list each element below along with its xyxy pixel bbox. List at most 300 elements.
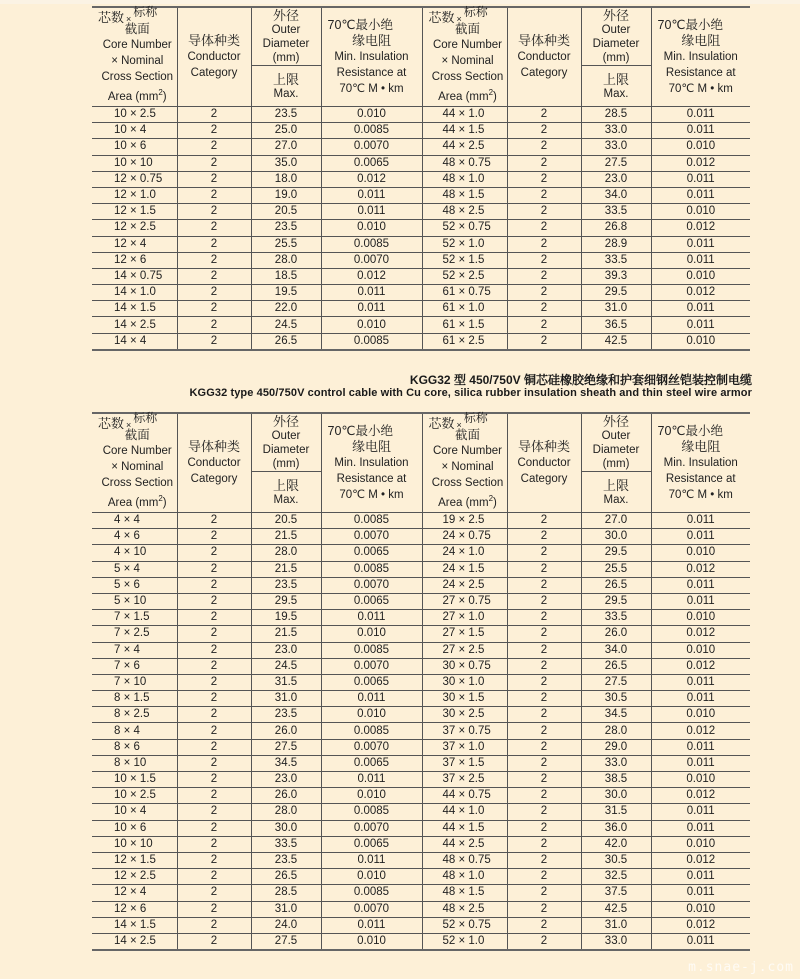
cell-core-size: 10 × 1.5 — [92, 772, 177, 788]
cell-insulation-resistance: 0.0070 — [321, 658, 422, 674]
cell-core-size: 12 × 0.75 — [92, 171, 177, 187]
cell-outer-diameter-max: 28.0 — [251, 545, 321, 561]
cell-insulation-resistance: 0.011 — [651, 513, 750, 529]
cell-insulation-resistance: 0.012 — [651, 788, 750, 804]
cell-insulation-resistance: 0.0065 — [321, 155, 422, 171]
table-row — [92, 788, 750, 804]
cell-core-size: 30 × 0.75 — [422, 658, 507, 674]
table-row — [92, 642, 750, 658]
cell-conductor-category: 2 — [177, 901, 251, 917]
cell-core-size: 44 × 1.0 — [422, 804, 507, 820]
cell-insulation-resistance: 0.010 — [651, 139, 750, 155]
cell-core-size: 48 × 1.5 — [422, 187, 507, 203]
table-row — [92, 317, 750, 333]
cell-insulation-resistance: 0.011 — [321, 204, 422, 220]
table-row — [92, 139, 750, 155]
cell-conductor-category: 2 — [507, 220, 581, 236]
cell-insulation-resistance: 0.0085 — [321, 236, 422, 252]
cell-insulation-resistance: 0.010 — [651, 836, 750, 852]
table-row — [92, 593, 750, 609]
cell-insulation-resistance: 0.010 — [651, 642, 750, 658]
cell-outer-diameter-max: 27.5 — [251, 933, 321, 950]
cell-insulation-resistance: 0.010 — [651, 610, 750, 626]
table-row — [92, 285, 750, 301]
cell-conductor-category: 2 — [507, 529, 581, 545]
header-outer-diameter: 外径 Outer Diameter (mm) — [581, 413, 651, 472]
table-row — [92, 691, 750, 707]
cell-core-size: 4 × 6 — [92, 529, 177, 545]
cell-conductor-category: 2 — [177, 139, 251, 155]
cell-outer-diameter-max: 29.5 — [251, 593, 321, 609]
cell-conductor-category: 2 — [177, 739, 251, 755]
cell-core-size: 52 × 1.5 — [422, 252, 507, 268]
cell-conductor-category: 2 — [507, 236, 581, 252]
cell-insulation-resistance: 0.012 — [651, 561, 750, 577]
cell-conductor-category: 2 — [507, 626, 581, 642]
cell-outer-diameter-max: 24.5 — [251, 658, 321, 674]
cell-insulation-resistance: 0.011 — [651, 691, 750, 707]
cell-outer-diameter-max: 31.5 — [251, 674, 321, 690]
cell-outer-diameter-max: 19.5 — [251, 285, 321, 301]
cell-core-size: 48 × 1.5 — [422, 885, 507, 901]
cell-insulation-resistance: 0.0065 — [321, 674, 422, 690]
cell-core-size: 5 × 4 — [92, 561, 177, 577]
cell-core-size: 48 × 0.75 — [422, 155, 507, 171]
cell-conductor-category: 2 — [177, 642, 251, 658]
cell-insulation-resistance: 0.012 — [651, 658, 750, 674]
cell-insulation-resistance: 0.0085 — [321, 885, 422, 901]
cell-conductor-category: 2 — [177, 788, 251, 804]
cell-conductor-category: 2 — [507, 642, 581, 658]
cell-outer-diameter-max: 19.5 — [251, 610, 321, 626]
table-row — [92, 820, 750, 836]
header-max: 上限 Max. — [581, 472, 651, 513]
cell-insulation-resistance: 0.011 — [651, 123, 750, 139]
cell-insulation-resistance: 0.010 — [651, 268, 750, 284]
cell-insulation-resistance: 0.0085 — [321, 333, 422, 350]
cell-core-size: 44 × 2.5 — [422, 139, 507, 155]
header-outer-diameter: 外径 Outer Diameter (mm) — [251, 413, 321, 472]
cell-outer-diameter-max: 29.5 — [581, 593, 651, 609]
cell-outer-diameter-max: 20.5 — [251, 513, 321, 529]
cell-core-size: 10 × 2.5 — [92, 107, 177, 123]
watermark: m.snae-j.com — [688, 960, 794, 975]
cell-core-size: 37 × 1.5 — [422, 755, 507, 771]
cell-core-size: 14 × 2.5 — [92, 933, 177, 950]
table-row — [92, 917, 750, 933]
cell-insulation-resistance: 0.011 — [651, 804, 750, 820]
cell-insulation-resistance: 0.011 — [651, 187, 750, 203]
cell-conductor-category: 2 — [177, 691, 251, 707]
cell-insulation-resistance: 0.011 — [321, 610, 422, 626]
cell-insulation-resistance: 0.0085 — [321, 123, 422, 139]
cell-conductor-category: 2 — [177, 658, 251, 674]
table-row — [92, 301, 750, 317]
cell-conductor-category: 2 — [177, 333, 251, 350]
cell-conductor-category: 2 — [507, 739, 581, 755]
cell-insulation-resistance: 0.011 — [651, 171, 750, 187]
cell-outer-diameter-max: 30.0 — [581, 788, 651, 804]
table-row — [92, 107, 750, 123]
cell-core-size: 61 × 2.5 — [422, 333, 507, 350]
cell-insulation-resistance: 0.010 — [321, 107, 422, 123]
cell-outer-diameter-max: 28.0 — [581, 723, 651, 739]
cell-insulation-resistance: 0.011 — [651, 869, 750, 885]
cell-conductor-category: 2 — [177, 107, 251, 123]
cell-outer-diameter-max: 26.5 — [581, 577, 651, 593]
cell-outer-diameter-max: 36.5 — [581, 317, 651, 333]
cell-outer-diameter-max: 31.0 — [581, 301, 651, 317]
cell-core-size: 14 × 1.5 — [92, 917, 177, 933]
table-row — [92, 333, 750, 350]
cell-insulation-resistance: 0.012 — [651, 155, 750, 171]
spec-table-kgg — [92, 6, 750, 351]
cell-core-size: 52 × 1.0 — [422, 236, 507, 252]
cell-core-size: 8 × 6 — [92, 739, 177, 755]
cell-insulation-resistance: 0.0070 — [321, 820, 422, 836]
cell-conductor-category: 2 — [507, 836, 581, 852]
cell-outer-diameter-max: 27.5 — [581, 674, 651, 690]
cell-outer-diameter-max: 26.5 — [251, 869, 321, 885]
cell-outer-diameter-max: 34.5 — [581, 707, 651, 723]
cell-outer-diameter-max: 33.0 — [581, 123, 651, 139]
cell-conductor-category: 2 — [507, 123, 581, 139]
cell-core-size: 61 × 1.0 — [422, 301, 507, 317]
cell-insulation-resistance: 0.011 — [651, 739, 750, 755]
cell-outer-diameter-max: 34.0 — [581, 187, 651, 203]
cell-core-size: 12 × 6 — [92, 901, 177, 917]
table-row — [92, 123, 750, 139]
cell-core-size: 12 × 1.5 — [92, 204, 177, 220]
cell-conductor-category: 2 — [177, 529, 251, 545]
cell-core-size: 10 × 10 — [92, 155, 177, 171]
cell-insulation-resistance: 0.0070 — [321, 901, 422, 917]
cell-insulation-resistance: 0.010 — [321, 788, 422, 804]
cell-conductor-category: 2 — [507, 772, 581, 788]
cell-conductor-category: 2 — [177, 626, 251, 642]
table-row — [92, 933, 750, 950]
cell-outer-diameter-max: 31.0 — [251, 901, 321, 917]
cell-insulation-resistance: 0.011 — [651, 301, 750, 317]
cell-core-size: 52 × 1.0 — [422, 933, 507, 950]
cell-conductor-category: 2 — [177, 220, 251, 236]
cell-conductor-category: 2 — [507, 204, 581, 220]
cell-conductor-category: 2 — [177, 852, 251, 868]
cell-conductor-category: 2 — [177, 755, 251, 771]
cell-outer-diameter-max: 25.5 — [581, 561, 651, 577]
cell-conductor-category: 2 — [507, 513, 581, 529]
cell-conductor-category: 2 — [177, 917, 251, 933]
cell-conductor-category: 2 — [507, 577, 581, 593]
cell-outer-diameter-max: 29.5 — [581, 285, 651, 301]
cell-outer-diameter-max: 22.0 — [251, 301, 321, 317]
cell-conductor-category: 2 — [507, 155, 581, 171]
cell-insulation-resistance: 0.010 — [321, 626, 422, 642]
cell-core-size: 24 × 0.75 — [422, 529, 507, 545]
cell-insulation-resistance: 0.010 — [321, 317, 422, 333]
table-row — [92, 171, 750, 187]
cell-outer-diameter-max: 34.0 — [581, 642, 651, 658]
header-max: 上限 Max. — [581, 66, 651, 107]
cell-core-size: 24 × 1.5 — [422, 561, 507, 577]
cell-insulation-resistance: 0.0065 — [321, 836, 422, 852]
cell-core-size: 44 × 1.0 — [422, 107, 507, 123]
cell-outer-diameter-max: 34.5 — [251, 755, 321, 771]
cell-conductor-category: 2 — [177, 561, 251, 577]
cell-core-size: 44 × 2.5 — [422, 836, 507, 852]
cell-conductor-category: 2 — [507, 333, 581, 350]
header-outer-diameter: 外径 Outer Diameter (mm) — [581, 7, 651, 66]
cell-core-size: 10 × 4 — [92, 804, 177, 820]
cell-core-size: 7 × 10 — [92, 674, 177, 690]
cell-core-size: 30 × 1.0 — [422, 674, 507, 690]
cell-outer-diameter-max: 31.0 — [251, 691, 321, 707]
cell-core-size: 4 × 4 — [92, 513, 177, 529]
cell-conductor-category: 2 — [507, 252, 581, 268]
table-row — [92, 885, 750, 901]
cell-insulation-resistance: 0.011 — [651, 236, 750, 252]
table-row — [92, 707, 750, 723]
cell-outer-diameter-max: 23.0 — [251, 772, 321, 788]
cell-outer-diameter-max: 23.5 — [251, 220, 321, 236]
cell-conductor-category: 2 — [507, 187, 581, 203]
cell-insulation-resistance: 0.011 — [321, 772, 422, 788]
cell-core-size: 30 × 2.5 — [422, 707, 507, 723]
cell-core-size: 52 × 2.5 — [422, 268, 507, 284]
cell-outer-diameter-max: 23.5 — [251, 707, 321, 723]
cell-outer-diameter-max: 28.0 — [251, 804, 321, 820]
cell-outer-diameter-max: 28.5 — [251, 885, 321, 901]
cell-core-size: 12 × 2.5 — [92, 220, 177, 236]
cell-conductor-category: 2 — [177, 171, 251, 187]
cell-insulation-resistance: 0.012 — [651, 626, 750, 642]
cell-core-size: 27 × 1.0 — [422, 610, 507, 626]
cell-core-size: 12 × 4 — [92, 236, 177, 252]
cell-core-size: 14 × 4 — [92, 333, 177, 350]
cell-core-size: 14 × 2.5 — [92, 317, 177, 333]
cell-core-size: 27 × 1.5 — [422, 626, 507, 642]
cell-conductor-category: 2 — [507, 285, 581, 301]
cell-outer-diameter-max: 24.0 — [251, 917, 321, 933]
cell-conductor-category: 2 — [507, 658, 581, 674]
table-row — [92, 658, 750, 674]
cell-conductor-category: 2 — [507, 545, 581, 561]
cell-conductor-category: 2 — [177, 772, 251, 788]
cell-insulation-resistance: 0.011 — [651, 529, 750, 545]
cell-core-size: 12 × 1.5 — [92, 852, 177, 868]
cell-outer-diameter-max: 26.5 — [581, 658, 651, 674]
cell-conductor-category: 2 — [177, 545, 251, 561]
cell-core-size: 37 × 1.0 — [422, 739, 507, 755]
cell-core-size: 8 × 2.5 — [92, 707, 177, 723]
cell-outer-diameter-max: 18.0 — [251, 171, 321, 187]
cell-conductor-category: 2 — [177, 610, 251, 626]
cell-conductor-category: 2 — [177, 252, 251, 268]
cell-outer-diameter-max: 33.5 — [581, 204, 651, 220]
table-row — [92, 755, 750, 771]
header-core-number: 芯数 × 标称 截面 Core Number × Nominal Cross Section Area $(mm^2)$ — [92, 413, 177, 513]
cell-insulation-resistance: 0.0085 — [321, 804, 422, 820]
table-row — [92, 220, 750, 236]
cell-core-size: 7 × 4 — [92, 642, 177, 658]
header-insulation-resistance: 70℃最小绝 缘电阻 Min. Insulation Resistance at 70℃ M • km — [321, 413, 422, 513]
header-max: 上限 Max. — [251, 66, 321, 107]
table-row — [92, 545, 750, 561]
cell-insulation-resistance: 0.011 — [321, 917, 422, 933]
cell-conductor-category: 2 — [507, 268, 581, 284]
cell-core-size: 30 × 1.5 — [422, 691, 507, 707]
cell-outer-diameter-max: 33.0 — [581, 755, 651, 771]
table-row — [92, 739, 750, 755]
cell-insulation-resistance: 0.010 — [321, 707, 422, 723]
cell-outer-diameter-max: 25.5 — [251, 236, 321, 252]
cell-outer-diameter-max: 37.5 — [581, 885, 651, 901]
cell-insulation-resistance: 0.0085 — [321, 513, 422, 529]
cell-outer-diameter-max: 31.0 — [581, 917, 651, 933]
cell-outer-diameter-max: 33.0 — [581, 933, 651, 950]
cell-insulation-resistance: 0.010 — [321, 869, 422, 885]
cell-core-size: 48 × 1.0 — [422, 171, 507, 187]
header-conductor-category: 导体种类 Conductor Category — [177, 413, 251, 513]
cell-core-size: 27 × 0.75 — [422, 593, 507, 609]
cell-outer-diameter-max: 20.5 — [251, 204, 321, 220]
table-row — [92, 252, 750, 268]
cell-core-size: 37 × 2.5 — [422, 772, 507, 788]
cell-conductor-category: 2 — [507, 561, 581, 577]
cell-core-size: 19 × 2.5 — [422, 513, 507, 529]
cell-outer-diameter-max: 28.0 — [251, 252, 321, 268]
cell-outer-diameter-max: 29.5 — [581, 545, 651, 561]
table-row — [92, 529, 750, 545]
cell-core-size: 61 × 1.5 — [422, 317, 507, 333]
cell-core-size: 8 × 1.5 — [92, 691, 177, 707]
cell-insulation-resistance: 0.010 — [321, 220, 422, 236]
cell-outer-diameter-max: 23.0 — [581, 171, 651, 187]
cell-insulation-resistance: 0.0085 — [321, 723, 422, 739]
cell-outer-diameter-max: 33.5 — [581, 252, 651, 268]
cell-insulation-resistance: 0.0085 — [321, 642, 422, 658]
cell-conductor-category: 2 — [177, 236, 251, 252]
cell-conductor-category: 2 — [507, 723, 581, 739]
cell-core-size: 44 × 1.5 — [422, 820, 507, 836]
cell-outer-diameter-max: 27.5 — [251, 739, 321, 755]
cell-core-size: 10 × 4 — [92, 123, 177, 139]
cell-insulation-resistance: 0.010 — [651, 333, 750, 350]
cell-outer-diameter-max: 31.5 — [581, 804, 651, 820]
cell-conductor-category: 2 — [507, 674, 581, 690]
cell-outer-diameter-max: 27.0 — [581, 513, 651, 529]
cell-conductor-category: 2 — [507, 593, 581, 609]
cell-core-size: 48 × 2.5 — [422, 901, 507, 917]
table-row — [92, 772, 750, 788]
cell-insulation-resistance: 0.012 — [651, 852, 750, 868]
cell-outer-diameter-max: 25.0 — [251, 123, 321, 139]
cell-core-size: 14 × 1.0 — [92, 285, 177, 301]
cell-conductor-category: 2 — [507, 852, 581, 868]
cell-insulation-resistance: 0.0085 — [321, 561, 422, 577]
cell-outer-diameter-max: 19.0 — [251, 187, 321, 203]
cell-conductor-category: 2 — [177, 869, 251, 885]
cell-core-size: 12 × 2.5 — [92, 869, 177, 885]
cell-insulation-resistance: 0.0070 — [321, 139, 422, 155]
header-conductor-category: 导体种类 Conductor Category — [177, 7, 251, 107]
cell-outer-diameter-max: 18.5 — [251, 268, 321, 284]
cell-core-size: 24 × 2.5 — [422, 577, 507, 593]
spec-table-kgg32 — [92, 412, 750, 951]
cell-core-size: 7 × 6 — [92, 658, 177, 674]
cell-conductor-category: 2 — [507, 610, 581, 626]
table-row — [92, 268, 750, 284]
cell-insulation-resistance: 0.012 — [321, 171, 422, 187]
cell-core-size: 48 × 2.5 — [422, 204, 507, 220]
cell-conductor-category: 2 — [177, 707, 251, 723]
cell-outer-diameter-max: 26.0 — [251, 788, 321, 804]
cell-conductor-category: 2 — [177, 317, 251, 333]
cell-core-size: 48 × 1.0 — [422, 869, 507, 885]
cell-conductor-category: 2 — [177, 804, 251, 820]
cell-insulation-resistance: 0.011 — [651, 107, 750, 123]
cell-conductor-category: 2 — [177, 885, 251, 901]
cell-core-size: 12 × 4 — [92, 885, 177, 901]
table-row — [92, 626, 750, 642]
cell-insulation-resistance: 0.011 — [321, 691, 422, 707]
cell-conductor-category: 2 — [177, 285, 251, 301]
cell-insulation-resistance: 0.011 — [651, 317, 750, 333]
cell-conductor-category: 2 — [177, 577, 251, 593]
table-row — [92, 155, 750, 171]
cell-core-size: 8 × 4 — [92, 723, 177, 739]
cell-conductor-category: 2 — [507, 885, 581, 901]
cell-core-size: 27 × 2.5 — [422, 642, 507, 658]
cell-core-size: 14 × 1.5 — [92, 301, 177, 317]
cell-core-size: 61 × 0.75 — [422, 285, 507, 301]
cell-conductor-category: 2 — [507, 804, 581, 820]
table-row — [92, 674, 750, 690]
cell-insulation-resistance: 0.0070 — [321, 529, 422, 545]
cell-conductor-category: 2 — [177, 204, 251, 220]
header-core-number: 芯数 × 标称 截面 Core Number × Nominal Cross Section Area $(mm^2)$ — [422, 413, 507, 513]
table-row — [92, 804, 750, 820]
cell-conductor-category: 2 — [507, 107, 581, 123]
header-core-number: 芯数 × 标称 截面 Core Number × Nominal Cross Section Area $(mm^2)$ — [92, 7, 177, 107]
cell-insulation-resistance: 0.010 — [321, 933, 422, 950]
table-row — [92, 901, 750, 917]
cell-outer-diameter-max: 38.5 — [581, 772, 651, 788]
cell-conductor-category: 2 — [507, 869, 581, 885]
cell-conductor-category: 2 — [177, 723, 251, 739]
cell-insulation-resistance: 0.0065 — [321, 593, 422, 609]
cell-outer-diameter-max: 32.5 — [581, 869, 651, 885]
cell-outer-diameter-max: 33.5 — [581, 610, 651, 626]
table-row — [92, 187, 750, 203]
cell-outer-diameter-max: 36.0 — [581, 820, 651, 836]
cell-outer-diameter-max: 33.5 — [251, 836, 321, 852]
cell-insulation-resistance: 0.010 — [651, 204, 750, 220]
cell-insulation-resistance: 0.0070 — [321, 252, 422, 268]
cell-insulation-resistance: 0.010 — [651, 545, 750, 561]
caption-english: KGG32 type 450/750V control cable with Cu core, silica rubber insulation sheath and thin steel wire armor — [189, 387, 752, 399]
cell-conductor-category: 2 — [177, 836, 251, 852]
cell-conductor-category: 2 — [177, 155, 251, 171]
cell-conductor-category: 2 — [507, 171, 581, 187]
cell-outer-diameter-max: 24.5 — [251, 317, 321, 333]
table-row — [92, 204, 750, 220]
table-row — [92, 577, 750, 593]
cell-outer-diameter-max: 28.5 — [581, 107, 651, 123]
cell-outer-diameter-max: 26.8 — [581, 220, 651, 236]
cell-core-size: 12 × 6 — [92, 252, 177, 268]
cell-conductor-category: 2 — [177, 513, 251, 529]
